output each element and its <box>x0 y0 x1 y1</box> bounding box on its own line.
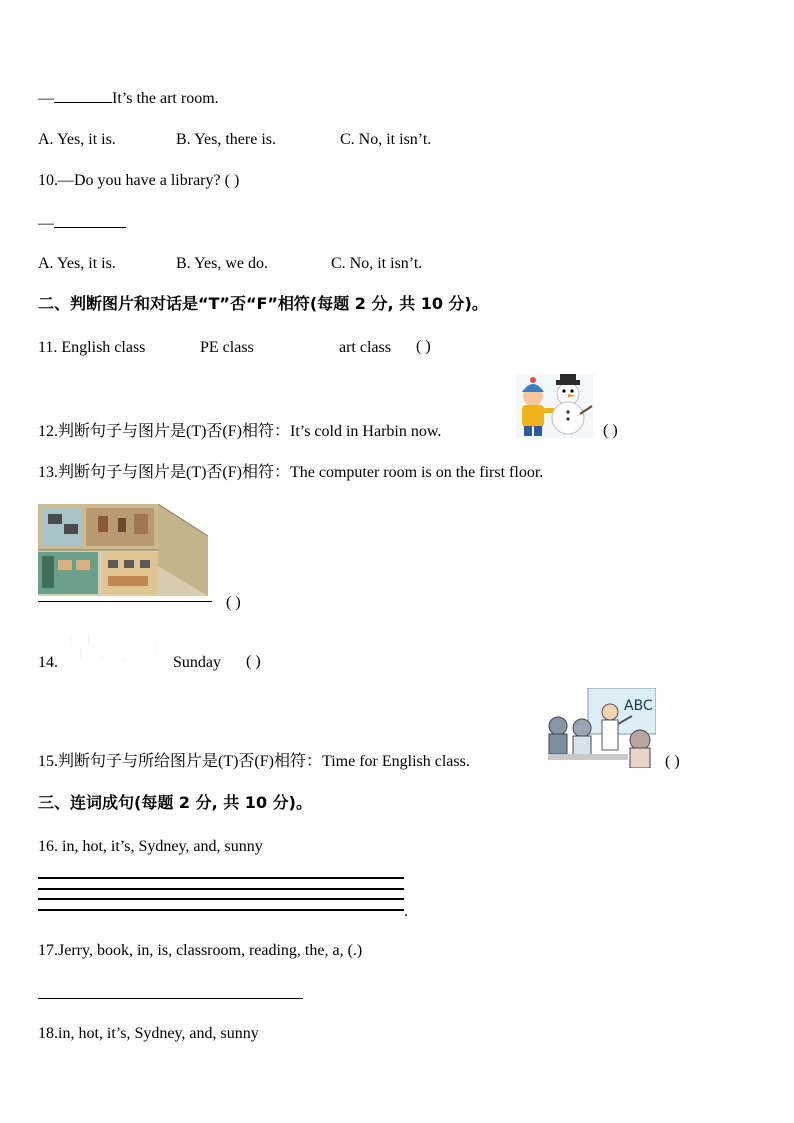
q16-writing-line-3[interactable] <box>38 898 404 900</box>
q9-option-c[interactable]: C. No, it isn’t. <box>340 131 432 148</box>
q14-number: 14. <box>38 654 58 671</box>
q13-text: 13.判断句子与图片是(T)否(F)相符：The computer room is on the first floor. <box>38 464 544 481</box>
section3-heading: 三、连词成句(每题 2 分, 共 10 分)。 <box>38 793 312 812</box>
q17-words: 17.Jerry, book, in, is, classroom, reading, the, a, (.) <box>38 942 363 959</box>
q9-answer-text: It’s the art room. <box>112 90 219 107</box>
q16-writing-line-1[interactable] <box>38 877 404 879</box>
q17-writing-line[interactable] <box>38 998 303 999</box>
q12-answer-paren[interactable]: ( ) <box>603 422 618 439</box>
q11-answer-paren[interactable]: ( ) <box>416 338 431 355</box>
q15-answer-paren[interactable]: ( ) <box>665 753 680 770</box>
q9-blank[interactable] <box>54 88 112 103</box>
q11-pe: PE class <box>200 339 254 356</box>
q16-words: 16. in, hot, it’s, Sydney, and, sunny <box>38 838 263 855</box>
q9-answer-line <box>38 88 219 109</box>
q15-text: 15.判断句子与所给图片是(T)否(F)相符：Time for English class. <box>38 753 470 770</box>
q14-answer-paren[interactable]: ( ) <box>246 653 261 670</box>
q10-option-c[interactable]: C. No, it isn’t. <box>331 255 423 272</box>
q12-text: 12.判断句子与图片是(T)否(F)相符：It’s cold in Harbin now. <box>38 423 442 440</box>
english-class-image <box>548 688 656 768</box>
section2-heading: 二、判断图片和对话是“T”否“F”相符(每题 2 分, 共 10 分)。 <box>38 294 488 313</box>
q10-question: 10.—Do you have a library? ( ) <box>38 172 240 189</box>
q10-answer-line <box>38 213 126 234</box>
school-building-image <box>38 496 212 602</box>
q16-writing-line-2[interactable] <box>38 888 404 890</box>
q10-blank[interactable] <box>54 213 126 228</box>
thursday-word-image <box>62 624 166 668</box>
q13-answer-paren[interactable]: ( ) <box>226 594 241 611</box>
q16-period: . <box>404 903 408 920</box>
snowman-image <box>516 374 594 438</box>
q10-option-a[interactable]: A. Yes, it is. <box>38 255 116 272</box>
q11-english: 11. English class <box>38 339 146 356</box>
q13-image-underline <box>38 601 212 602</box>
q10-option-b[interactable]: B. Yes, we do. <box>176 255 269 272</box>
q10-dash: — <box>38 215 54 232</box>
q11-art: art class <box>339 339 391 356</box>
q9-option-a[interactable]: A. Yes, it is. <box>38 131 116 148</box>
q16-writing-line-4[interactable] <box>38 909 404 911</box>
svg-text:ABC: ABC <box>624 698 653 714</box>
q9-option-b[interactable]: B. Yes, there is. <box>176 131 277 148</box>
q9-dash: — <box>38 90 54 107</box>
svg-text:星期四: 星期四 <box>64 630 161 668</box>
q18-words: 18.in, hot, it’s, Sydney, and, sunny <box>38 1025 259 1042</box>
q14-word: Sunday <box>173 654 221 671</box>
